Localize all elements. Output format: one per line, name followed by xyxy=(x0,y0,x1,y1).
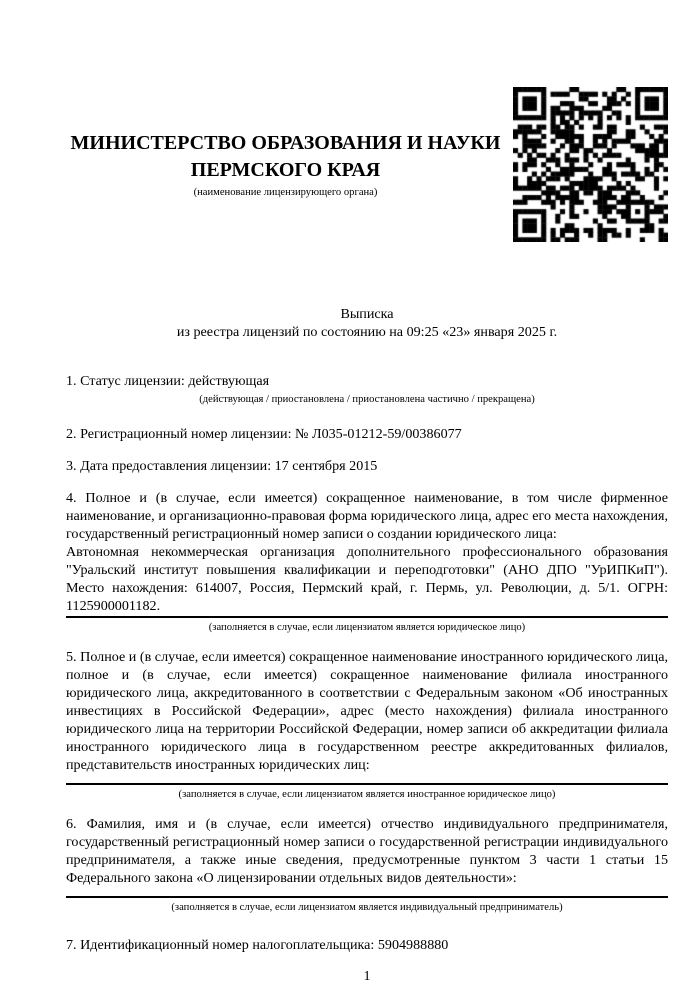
entrepreneur-caption: (заполняется в случае, если лицензиатом является индивидуальный предприниматель) xyxy=(171,902,563,913)
foreign-entity-empty-value-line xyxy=(66,774,668,785)
page-number: 1 xyxy=(363,968,371,984)
licensing-authority-name-line1: МИНИСТЕРСТВО ОБРАЗОВАНИЯ И НАУКИ xyxy=(70,131,501,154)
field-grant-date xyxy=(66,457,668,475)
grant-date-text: 3. Дата предоставления лицензии: 17 сентября 2015 xyxy=(66,458,378,474)
entrepreneur-label: 6. Фамилия, имя и (в случае, если имеется) отчество индивидуального предпринимателя, государственный регистрационный номер записи о государственной регистрации индивидуального предпринимателя, а также иные сведения, предусмотренные пунктом 3 части 1 статьи 15 Федерального закона «О лицензировании отдельных видов деятельности»: xyxy=(66,816,668,886)
legal-entity-label: 4. Полное и (в случае, если имеется) сокращенное наименование, в том числе фирменное наименование, и организационно-правовая форма юридического лица, адрес его места нахождения, государственный регистрационный номер записи о создании юридического лица: xyxy=(66,490,668,542)
document-subtitle: из реестра лицензий по состоянию на 09:25 «23» января 2025 г. xyxy=(176,324,558,340)
licensing-authority-block xyxy=(66,130,513,199)
field-entrepreneur xyxy=(66,815,668,914)
foreign-entity-caption: (заполняется в случае, если лицензиатом является иностранное юридическое лицо) xyxy=(178,789,556,800)
license-status-text: 1. Статус лицензии: действующая xyxy=(66,373,270,389)
document-title: Выписка xyxy=(340,306,394,322)
entrepreneur-empty-value-line xyxy=(66,887,668,898)
legal-entity-value: Автономная некоммерческая организация дополнительного профессионального образования "Уральский институт повышения квалификации и переподготовки" (АНО ДПО "УрИПКиП"). Место нахождения: 614007, Россия, Пермский край, г. Пермь, ул. Революции, д. 5/1. ОГРН: 1125900001182. xyxy=(66,543,668,618)
licensing-authority-name-line2: ПЕРМСКОГО КРАЯ xyxy=(190,158,381,181)
license-status-options-caption: (действующая / приостановлена / приостановлена частично / прекращена) xyxy=(199,394,535,405)
document-title-block xyxy=(66,305,668,341)
registration-number-text: 2. Регистрационный номер лицензии: № Л035-01212-59/00386077 xyxy=(66,426,462,442)
field-registration-number xyxy=(66,425,668,443)
field-license-status xyxy=(66,372,668,406)
field-taxpayer-id xyxy=(66,936,668,954)
taxpayer-id-text: 7. Идентификационный номер налогоплательщика: 5904988880 xyxy=(66,937,449,953)
qr-code-image xyxy=(513,87,668,242)
qr-code xyxy=(513,87,668,242)
document-header xyxy=(66,85,668,243)
legal-entity-caption: (заполняется в случае, если лицензиатом является юридическое лицо) xyxy=(208,622,526,633)
foreign-entity-label: 5. Полное и (в случае, если имеется) сокращенное наименование иностранного юридического лица, полное и (в случае, если имеется) сокращенное наименование филиала иностранного юридического лица, аккредитованного в соответствии с Федеральным законом «Об иностранных инвестициях в Российской Федерации», адрес (место нахождения) филиала иностранного юридического лица на территории Российской Федерации, номер записи об аккредитации филиала иностранного юридического лица в государственном реестре аккредитованных филиалов, представительств иностранных юридических лиц: xyxy=(66,649,668,773)
field-foreign-entity xyxy=(66,648,668,801)
field-legal-entity xyxy=(66,489,668,634)
licensing-authority-caption: (наименование лицензирующего органа) xyxy=(193,186,378,198)
